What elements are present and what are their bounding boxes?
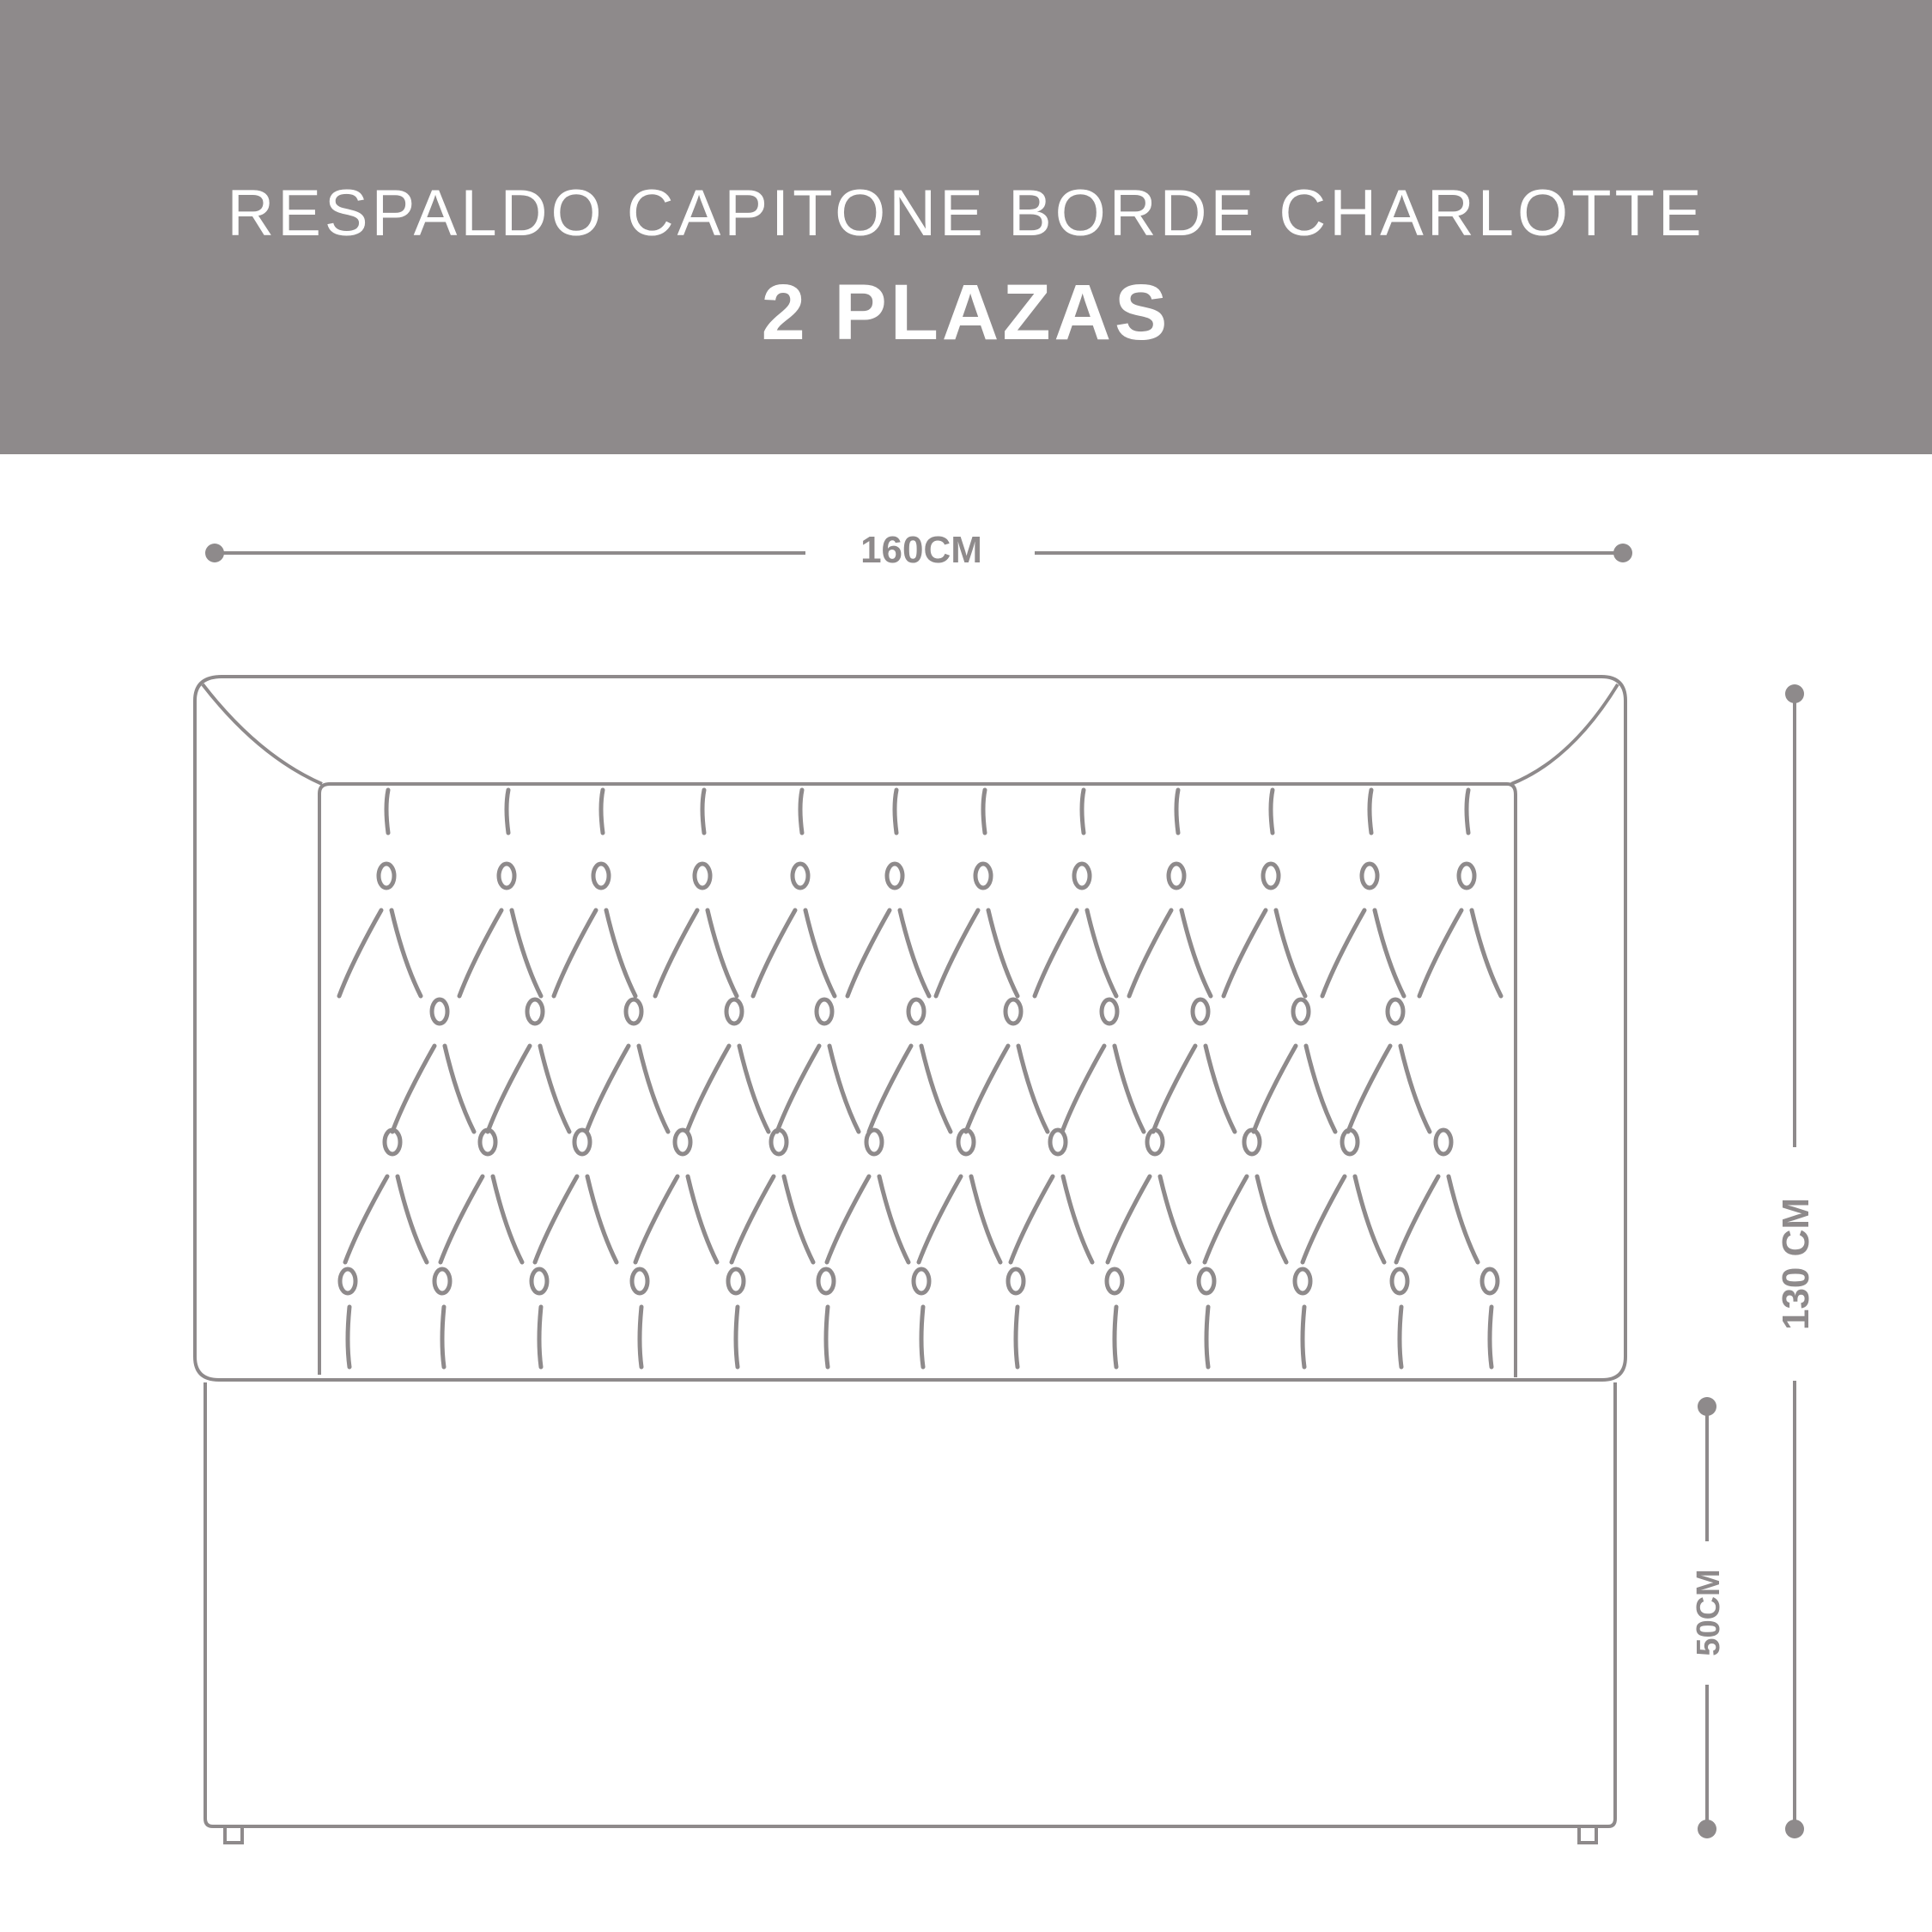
pleat-stroke (392, 910, 421, 996)
pleat-stroke (1176, 790, 1178, 833)
pleat-stroke (1396, 1176, 1438, 1262)
pleat-stroke (895, 790, 896, 833)
pleat-stroke (784, 1176, 813, 1262)
pleat-stroke (1062, 1046, 1104, 1132)
left-wing-curve (203, 684, 322, 784)
tuft-button (818, 1269, 834, 1293)
product-size: 2 PLAZAS (761, 269, 1171, 356)
pleat-stroke (777, 1046, 819, 1132)
pleat-stroke (827, 1176, 869, 1262)
pleat-stroke (1257, 1176, 1286, 1262)
pleat-stroke (1129, 910, 1171, 996)
tuft-button (593, 864, 609, 888)
headboard-outline (195, 677, 1625, 1843)
pleat-stroke (1419, 910, 1461, 996)
tuft-button (632, 1269, 647, 1293)
pleat-stroke (640, 1307, 641, 1367)
tuft-button (499, 864, 514, 888)
pleat-stroke (507, 790, 508, 833)
pleat-stroke (386, 790, 388, 833)
pleat-stroke (1370, 790, 1371, 833)
product-title: RESPALDO CAPITONE BORDE CHARLOTTE (227, 177, 1705, 250)
pleat-stroke (1306, 1046, 1335, 1132)
tuft-button (1107, 1269, 1122, 1293)
tuft-button (1362, 864, 1377, 888)
tuft-button (1005, 999, 1021, 1024)
base-end-dot-bottom (1698, 1820, 1716, 1838)
pleat-stroke (753, 910, 795, 996)
pleat-stroke (539, 1307, 541, 1367)
pleat-stroke (392, 1046, 434, 1132)
pleat-stroke (1490, 1307, 1492, 1367)
pleat-stroke (1018, 1046, 1048, 1132)
pleat-stroke (1449, 1176, 1478, 1262)
outer-frame (195, 677, 1625, 1380)
tuft-button (432, 999, 447, 1024)
pleat-stroke (829, 1046, 859, 1132)
pleat-stroke (1182, 910, 1211, 996)
base-end-dot-top (1698, 1397, 1716, 1416)
pleat-stroke (345, 1176, 387, 1262)
pleat-stroke (1115, 1307, 1116, 1367)
tuft-button (817, 999, 832, 1024)
pleat-stroke (1467, 790, 1468, 833)
tuft-button (626, 999, 641, 1024)
tuft-button (1008, 1269, 1024, 1293)
tuft-button (914, 1269, 929, 1293)
tuft-button (675, 1130, 690, 1154)
pleat-stroke (900, 910, 929, 996)
pleat-stroke (936, 910, 978, 996)
leg-right (1579, 1826, 1596, 1843)
pleat-stroke (1276, 910, 1305, 996)
pleat-stroke (1016, 1307, 1018, 1367)
pleat-stroke (708, 910, 737, 996)
width-label: 160CM (860, 529, 982, 571)
pleat-stroke (869, 1046, 911, 1132)
pleat-stroke (983, 790, 985, 833)
pleat-stroke (1153, 1046, 1195, 1132)
tuft-button (866, 1130, 882, 1154)
tuft-button (1102, 999, 1117, 1024)
tuft-button (340, 1269, 355, 1293)
base-body (205, 1382, 1615, 1826)
tuft-button (1342, 1130, 1358, 1154)
pleat-stroke (921, 1046, 951, 1132)
pleat-stroke (1035, 910, 1077, 996)
pleat-stroke (398, 1176, 427, 1262)
width-end-dot-left (205, 544, 224, 562)
tuft-button (1459, 864, 1474, 888)
pleat-stroke (348, 1307, 349, 1367)
pleat-stroke (971, 1176, 1000, 1262)
pleat-stroke (488, 1046, 530, 1132)
tuft-button (1169, 864, 1184, 888)
tuft-button (1388, 999, 1403, 1024)
right-wing-curve (1511, 684, 1618, 784)
pleat-stroke (848, 910, 890, 996)
tuft-button (1263, 864, 1279, 888)
tuft-button (434, 1269, 450, 1293)
pleat-stroke (921, 1307, 923, 1367)
pleat-stroke (1271, 790, 1273, 833)
pleat-stroke (535, 1176, 577, 1262)
pleat-stroke (1303, 1176, 1345, 1262)
tuft-button (1392, 1269, 1407, 1293)
tuft-button (726, 999, 742, 1024)
tuft-button (1295, 1269, 1310, 1293)
pleat-stroke (966, 1046, 1008, 1132)
pleat-stroke (1063, 1176, 1092, 1262)
tuft-button (771, 1130, 787, 1154)
pleat-stroke (1082, 790, 1084, 833)
pleat-stroke (586, 1046, 629, 1132)
pleat-stroke (606, 910, 635, 996)
pleat-stroke (540, 1046, 569, 1132)
pleat-stroke (805, 910, 835, 996)
pleat-stroke (587, 1176, 617, 1262)
pleat-stroke (1206, 1307, 1208, 1367)
base-height-label: 50CM (1691, 1569, 1727, 1656)
pleat-stroke (1160, 1176, 1189, 1262)
tuft-button (975, 864, 991, 888)
tuft-button (574, 1130, 590, 1154)
width-end-dot-right (1613, 544, 1632, 562)
pleat-stroke (440, 1176, 483, 1262)
pleat-stroke (702, 790, 704, 833)
pleat-stroke (1375, 910, 1404, 996)
pleat-stroke (655, 910, 697, 996)
tuft-button (908, 999, 924, 1024)
tuft-button (1293, 999, 1309, 1024)
pleat-stroke (879, 1176, 908, 1262)
pleat-stroke (1224, 910, 1266, 996)
pleat-stroke (1011, 1176, 1053, 1262)
pleat-stroke (1355, 1176, 1384, 1262)
pleat-stroke (687, 1046, 729, 1132)
tuft-button (1199, 1269, 1214, 1293)
tufting-pattern (339, 790, 1501, 1367)
pleat-stroke (1087, 910, 1116, 996)
tuft-button (1436, 1130, 1451, 1154)
width-dimension (205, 529, 1632, 571)
height-label: 130 CM (1775, 1197, 1817, 1331)
tuft-button (695, 864, 710, 888)
leg-left (225, 1826, 242, 1843)
pleat-stroke (739, 1046, 769, 1132)
pleat-stroke (459, 910, 501, 996)
pleat-stroke (493, 1176, 522, 1262)
pleat-stroke (1303, 1307, 1304, 1367)
pleat-stroke (1115, 1046, 1144, 1132)
pleat-stroke (635, 1176, 677, 1262)
tuft-button (532, 1269, 547, 1293)
pleat-stroke (732, 1176, 774, 1262)
tuft-button (887, 864, 902, 888)
height-dimension (1775, 684, 1817, 1838)
tuft-button (1050, 1130, 1066, 1154)
height-end-dot-bottom (1785, 1820, 1804, 1838)
pleat-stroke (554, 910, 596, 996)
tuft-button (1074, 864, 1090, 888)
tuft-button (1482, 1269, 1498, 1293)
pleat-stroke (339, 910, 381, 996)
tuft-button (527, 999, 543, 1024)
pleat-stroke (1254, 1046, 1296, 1132)
pleat-stroke (1400, 1307, 1401, 1367)
tuft-button (1244, 1130, 1260, 1154)
base-height-dimension (1691, 1397, 1727, 1838)
pleat-stroke (442, 1307, 444, 1367)
pleat-stroke (1206, 1046, 1235, 1132)
tuft-button (1147, 1130, 1163, 1154)
tuft-button (728, 1269, 744, 1293)
pleat-stroke (688, 1176, 717, 1262)
pleat-stroke (1348, 1046, 1390, 1132)
pleat-stroke (601, 790, 603, 833)
tuft-button (379, 864, 394, 888)
pleat-stroke (736, 1307, 738, 1367)
pleat-stroke (445, 1046, 474, 1132)
pleat-stroke (1205, 1176, 1247, 1262)
pleat-stroke (826, 1307, 828, 1367)
pleat-stroke (800, 790, 802, 833)
height-end-dot-top (1785, 684, 1804, 703)
pleat-stroke (919, 1176, 961, 1262)
pleat-stroke (1108, 1176, 1150, 1262)
pleat-stroke (1400, 1046, 1430, 1132)
tuft-button (793, 864, 808, 888)
pleat-stroke (639, 1046, 668, 1132)
pleat-stroke (1322, 910, 1364, 996)
pleat-stroke (1472, 910, 1501, 996)
tuft-button (1193, 999, 1208, 1024)
pleat-stroke (988, 910, 1018, 996)
pleat-stroke (512, 910, 541, 996)
